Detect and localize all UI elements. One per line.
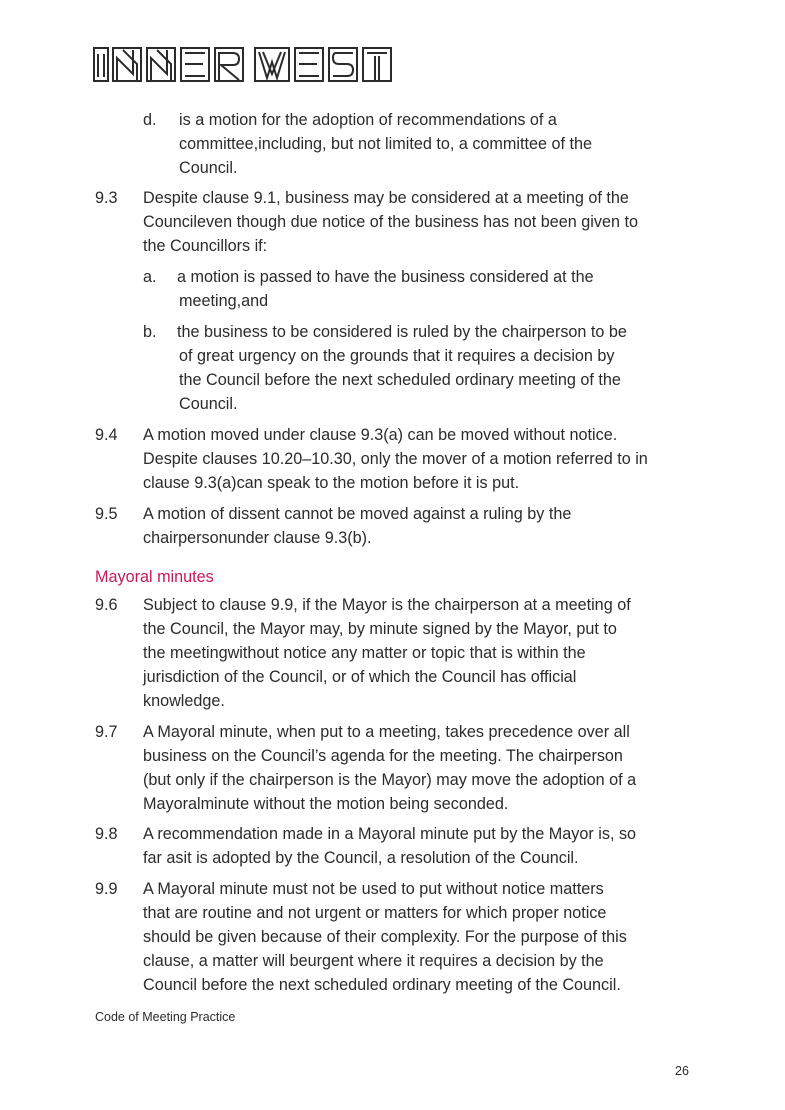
text-line: business on the Council’s agenda for the meeting. The chairperson [143,747,623,765]
text-line: a motion is passed to have the business considered at the [177,268,594,286]
list-item-label: d. [143,111,157,129]
clause-9-5-text [143,502,571,550]
text-line: jurisdiction of the Council, or of which the Council has official [143,668,577,686]
text-line: clause, a matter will beurgent where it requires a decision by the [143,952,604,970]
clause-9-3-a-text [177,265,594,313]
list-item-label: b. [143,323,157,341]
text-line: A motion of dissent cannot be moved against a ruling by the [143,505,572,523]
text-line: (but only if the chairperson is the Mayor) may move the adoption of a [143,771,637,789]
text-line: knowledge. [143,692,225,710]
text-line: A Mayoral minute must not be used to put without notice matters [143,880,604,898]
text-line: Mayoralminute without the motion being seconded. [143,795,509,813]
text-line: meeting,and [179,292,269,310]
clause-9-3-text [143,186,638,258]
section-heading: Mayoral minutes [95,568,214,586]
clause-number: 9.4 [95,426,118,444]
text-line: Councileven though due notice of the business has not been given to [143,213,638,231]
document-title-footer: Code of Meeting Practice [95,1010,236,1024]
clause-9-6-text [143,593,631,713]
text-line: the Council before the next scheduled ordinary meeting of the [179,371,621,389]
clause-number: 9.8 [95,825,118,843]
text-line: A recommendation made in a Mayoral minute put by the Mayor is, so [143,825,637,843]
clause-number: 9.5 [95,505,118,523]
text-line: of great urgency on the grounds that it requires a decision by [179,347,615,365]
text-line: the Councillors if: [143,237,268,255]
clause-9-2-d-text [179,108,592,180]
text-line: far asit is adopted by the Council, a resolution of the Council. [143,849,579,867]
text-line: Despite clauses 10.20–10.30, only the mover of a motion referred to in [143,450,648,468]
text-line: the business to be considered is ruled by the chairperson to be [177,323,627,341]
clause-9-3-b-text [177,320,627,416]
text-line: Subject to clause 9.9, if the Mayor is the chairperson at a meeting of [143,596,631,614]
text-line: the Council, the Mayor may, by minute signed by the Mayor, put to [143,620,617,638]
text-line: Council. [179,395,238,413]
text-line: the meetingwithout notice any matter or topic that is within the [143,644,586,662]
list-item-label: a. [143,268,157,286]
clause-number: 9.7 [95,723,118,741]
clause-9-4-text [143,423,648,495]
inner-west-logo [93,44,393,84]
page-number: 26 [675,1064,689,1078]
text-line: is a motion for the adoption of recommendations of a [179,111,557,129]
clause-9-9-text [143,877,627,997]
text-line: chairpersonunder clause 9.3(b). [143,529,372,547]
text-line: that are routine and not urgent or matters for which proper notice [143,904,607,922]
text-line: A Mayoral minute, when put to a meeting, takes precedence over all [143,723,630,741]
clause-number: 9.6 [95,596,118,614]
clause-9-7-text [143,720,636,816]
clause-9-8-text [143,822,636,870]
text-line: Council. [179,159,238,177]
text-line: A motion moved under clause 9.3(a) can be moved without notice. [143,426,618,444]
text-line: Council before the next scheduled ordinary meeting of the Council. [143,976,621,994]
text-line: Despite clause 9.1, business may be considered at a meeting of the [143,189,629,207]
text-line: should be given because of their complexity. For the purpose of this [143,928,627,946]
text-line: committee,including, but not limited to, a committee of the [179,135,592,153]
text-line: clause 9.3(a)can speak to the motion before it is put. [143,474,520,492]
clause-number: 9.9 [95,880,118,898]
clause-number: 9.3 [95,189,118,207]
